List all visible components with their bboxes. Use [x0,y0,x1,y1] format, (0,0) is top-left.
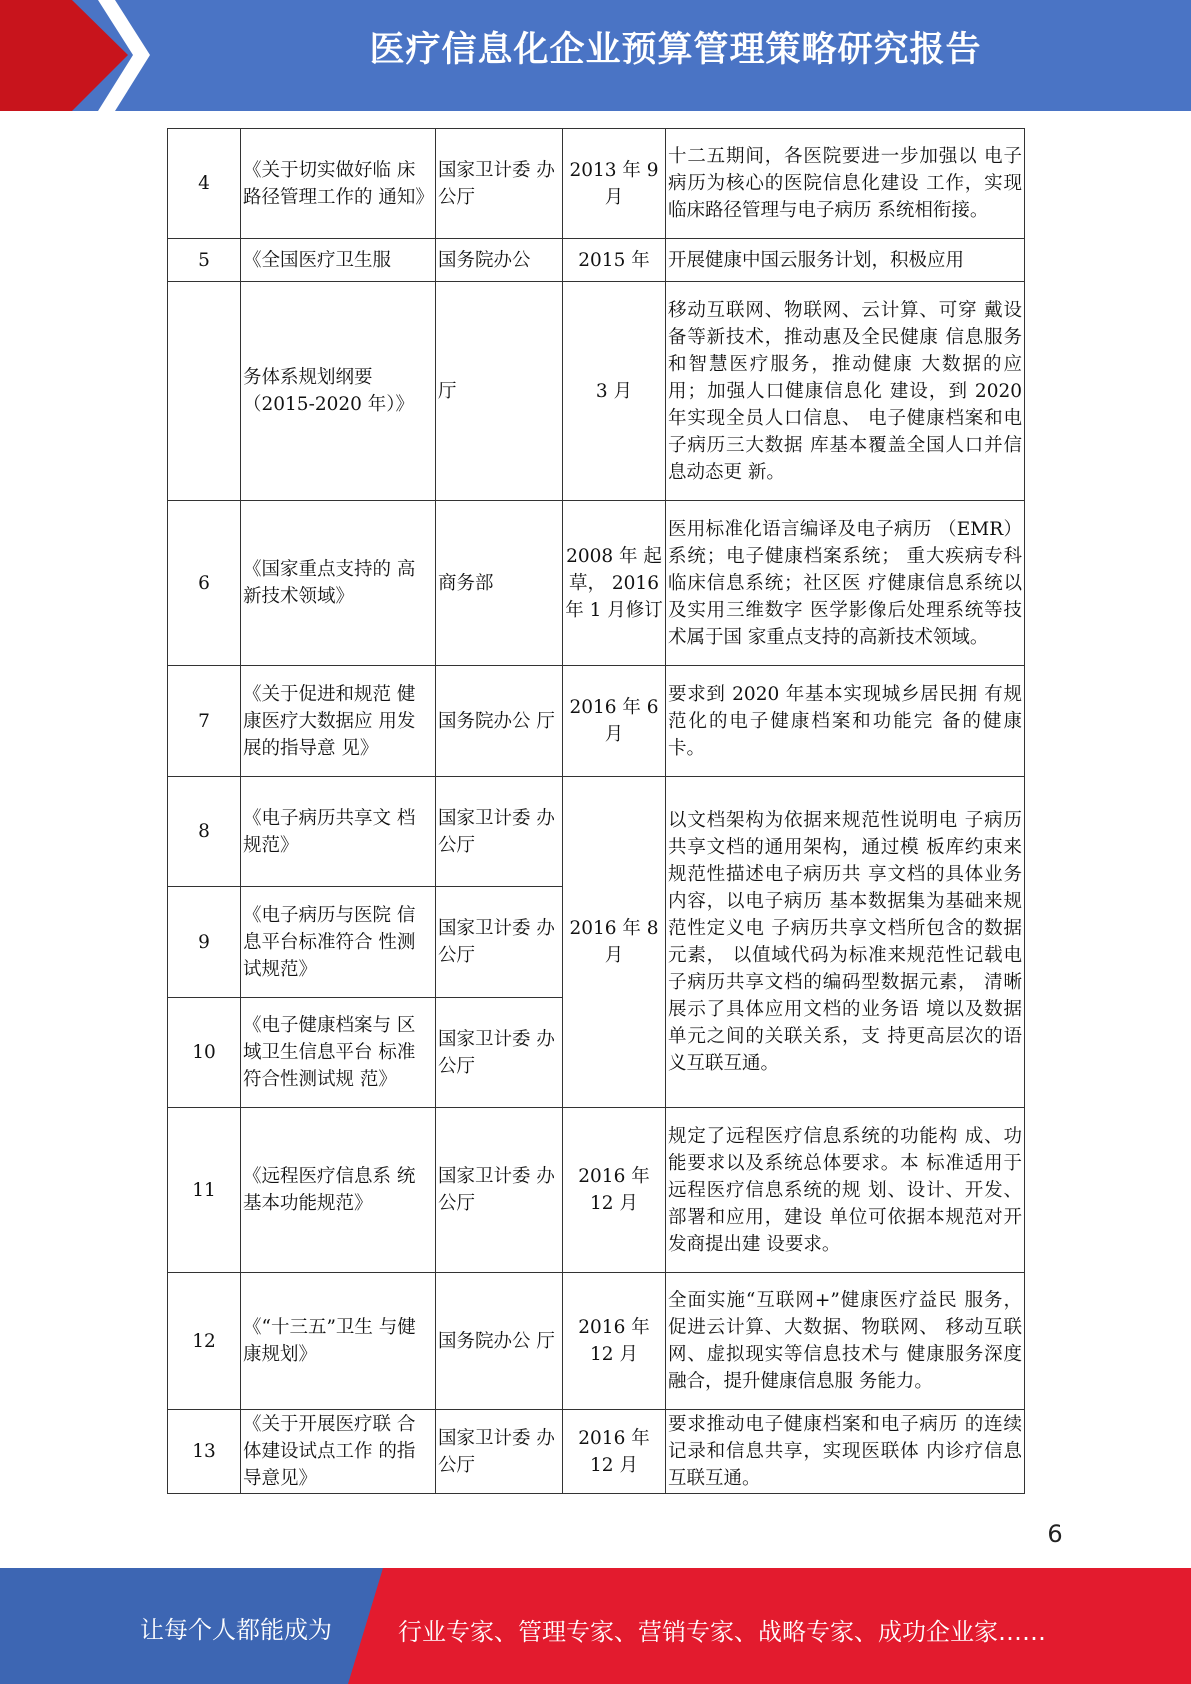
issue-date: 3 月 [563,282,666,501]
document-summary: 规定了远程医疗信息系统的功能构 成、功能要求以及系统总体要求。本 标准适用于远程医疗信息系统的规 划、设计、开发、部署和应用，建设 单位可依据本规范对开发商提出建 设要求。 [666,1108,1025,1273]
issue-date: 2015 年 [563,239,666,282]
document-summary: 移动互联网、物联网、云计算、可穿 戴设备等新技术，推动惠及全民健康 信息服务和智慧医疗服务，推动健康 大数据的应用；加强人口健康信息化 建设，到 2020 年实现全员人口信息、 电子健康档案和电子病历三大数据 库基本覆盖全国人口并信息动态更 新。 [666,282,1025,501]
document-summary: 要求到 2020 年基本实现城乡居民拥 有规范化的电子健康档案和功能完 备的健康卡。 [666,666,1025,777]
issue-date: 2016 年 6 月 [563,666,666,777]
document-summary: 医用标准化语言编译及电子病历 （EMR）系统；电子健康档案系统； 重大疾病专科临床信息系统；社区医 疗健康信息系统以及实用三维数字 医学影像后处理系统等技术属于国 家重点支持的高新技术领域。 [666,501,1025,666]
row-number: 4 [168,129,241,239]
document-title: 《远程医疗信息系 统基本功能规范》 [241,1108,436,1273]
table-row [168,1273,1025,1410]
row-number: 12 [168,1273,241,1410]
issue-date: 2016 年 12 月 [563,1273,666,1410]
issuing-department: 国家卫计委 办公厅 [436,777,563,887]
document-title: 《国家重点支持的 高新技术领域》 [241,501,436,666]
policy-table [167,128,1025,1494]
row-number: 9 [168,887,241,998]
document-title: 《电子病历共享文 档规范》 [241,777,436,887]
row-number: 7 [168,666,241,777]
issuing-department: 国务院办公 [436,239,563,282]
page-footer [0,1568,1191,1684]
table-row [168,1108,1025,1273]
issuing-department: 国务院办公 厅 [436,1273,563,1410]
document-summary: 十二五期间，各医院要进一步加强以 电子病历为核心的医院信息化建设 工作，实现临床路径管理与电子病历 系统相衔接。 [666,129,1025,239]
document-summary: 全面实施“互联网+”健康医疗益民 服务，促进云计算、大数据、物联网、 移动互联网、虚拟现实等信息技术与 健康服务深度融合，提升健康信息服 务能力。 [666,1273,1025,1410]
table-row [168,1410,1025,1494]
row-number: 13 [168,1410,241,1494]
issuing-department: 国家卫计委 办公厅 [436,1108,563,1273]
table-row [168,666,1025,777]
document-title: 《电子病历与医院 信息平台标准符合 性测试规范》 [241,887,436,998]
table-row [168,501,1025,666]
issuing-department: 国家卫计委 办公厅 [436,129,563,239]
document-title: 《关于促进和规范 健康医疗大数据应 用发展的指导意 见》 [241,666,436,777]
issue-date: 2008 年 起草， 2016 年 1 月修订 [563,501,666,666]
header-red-arrow [0,0,150,111]
row-number: 11 [168,1108,241,1273]
issuing-department: 商务部 [436,501,563,666]
issuing-department: 国家卫计委 办公厅 [436,887,563,998]
page-title: 医疗信息化企业预算管理策略研究报告 [369,30,982,70]
footer-slogan-left: 让每个人都能成为 [140,1616,332,1644]
issue-date: 2013 年 9 月 [563,129,666,239]
issue-date: 2016 年 12 月 [563,1108,666,1273]
document-title: 《关于切实做好临 床路径管理工作的 通知》 [241,129,436,239]
issue-date: 2016 年 8 月 [563,777,666,1108]
table-row [168,239,1025,282]
issuing-department: 国家卫计委 办公厅 [436,998,563,1108]
row-number: 5 [168,239,241,282]
issue-date: 2016 年 12 月 [563,1410,666,1494]
document-summary: 以文档架构为依据来规范性说明电 子病历共享文档的通用架构，通过模 板库约束来规范性描述电子病历共 享文档的具体业务内容，以电子病历 基本数据集为基础来规范性定义电 子病历共享文档所包含的数据元素， 以值域代码为标准来规范性记载电 子病历共享文档的编码型数据元素， 清晰展示了具体应用文档的业务语 境以及数据单元之间的关联关系，支 持更高层次的语义互联互通。 [666,777,1025,1108]
table-row [168,282,1025,501]
document-title: 务体系规划纲要 （2015-2020 年）》 [241,282,436,501]
document-summary: 开展健康中国云服务计划，积极应用 [666,239,1025,282]
row-number: 8 [168,777,241,887]
document-summary: 要求推动电子健康档案和电子病历 的连续记录和信息共享，实现医联体 内诊疗信息互联互通。 [666,1410,1025,1494]
document-title: 《“十三五”卫生 与健康规划》 [241,1273,436,1410]
row-number [168,282,241,501]
page-header [0,0,1191,111]
document-title: 《关于开展医疗联 合体建设试点工作 的指导意见》 [241,1410,436,1494]
footer-slogan-right: 行业专家、管理专家、营销专家、战略专家、成功企业家…… [398,1618,1046,1646]
table-row [168,777,1025,887]
row-number: 6 [168,501,241,666]
document-title: 《全国医疗卫生服 [241,239,436,282]
page-number: 6 [1047,1520,1063,1548]
issuing-department: 厅 [436,282,563,501]
row-number: 10 [168,998,241,1108]
issuing-department: 国务院办公 厅 [436,666,563,777]
issuing-department: 国家卫计委 办公厅 [436,1410,563,1494]
document-title: 《电子健康档案与 区域卫生信息平台 标准符合性测试规 范》 [241,998,436,1108]
table-row [168,129,1025,239]
